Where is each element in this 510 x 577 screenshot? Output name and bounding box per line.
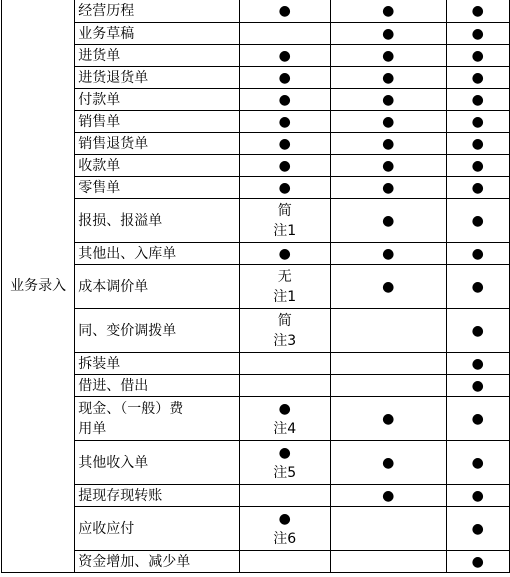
table-row [2,67,510,89]
function-name-cell [75,551,239,573]
edition-2-cell [330,507,446,551]
edition-3-cell: ● [446,375,509,397]
edition-1-cell: ● [239,45,330,67]
function-name-cell [75,507,239,551]
function-name-cell [75,111,239,133]
table-row [2,0,510,23]
function-name: 进货单 [78,47,121,64]
edition-2-cell: ● [330,23,446,45]
edition-1-cell [239,551,330,573]
function-name: 其他出、入库单 [78,245,177,262]
edition-1-cell [239,507,330,551]
edition-2-cell: ● [330,111,446,133]
table-row [2,199,510,243]
edition-3-cell: ● [446,485,509,507]
edition-1-note: 注3 [273,332,297,349]
edition-2-cell [330,353,446,375]
edition-1-cell: ● [239,133,330,155]
category-cell: 业务录入 [2,0,75,573]
edition-3-cell: ● [446,133,509,155]
edition-2-cell: ● [330,177,446,199]
permissions-table [1,0,510,573]
edition-3-cell: ● [446,441,509,485]
edition-3-cell: ● [446,23,509,45]
function-name: 收款单 [78,157,121,174]
table-row [2,177,510,199]
function-name-cell [75,243,239,265]
function-name-line2: 用单 [78,420,107,437]
function-name: 报损、报溢单 [78,212,163,229]
edition-1-cell: ● [239,89,330,111]
table-row [2,89,510,111]
edition-1-cell: ● [239,177,330,199]
function-name: 提现存现转账 [78,487,163,504]
edition-2-cell [330,375,446,397]
table-row [2,375,510,397]
edition-1-cell [239,375,330,397]
edition-3-cell: ● [446,265,509,309]
function-name: 拆装单 [78,355,121,372]
table-row [2,441,510,485]
table-row [2,551,510,573]
function-name-cell [75,375,239,397]
edition-1-note: 注6 [273,530,297,547]
edition-1-mark: ● [278,400,291,417]
table-row [2,45,510,67]
edition-1-cell: ● [239,111,330,133]
function-name: 零售单 [78,179,121,196]
edition-1-cell [239,485,330,507]
edition-1-cell [239,353,330,375]
edition-2-cell: ● [330,265,446,309]
edition-1-note: 注1 [273,288,297,305]
function-name-cell [75,441,239,485]
function-name-cell [75,177,239,199]
edition-3-cell: ● [446,111,509,133]
edition-1-cell [239,265,330,309]
edition-1-cell [239,199,330,243]
function-name: 现金、（一般）费 [78,400,184,417]
edition-1-cell [239,23,330,45]
edition-1-note: 注1 [273,222,297,239]
table-row [2,507,510,551]
edition-1-mark: 简 [277,202,292,219]
function-name: 销售退货单 [78,135,149,152]
edition-2-cell: ● [330,67,446,89]
edition-2-cell: ● [330,397,446,441]
function-name: 同、变价调拨单 [78,322,177,339]
function-name-cell [75,353,239,375]
function-name: 其他收入单 [78,454,149,471]
edition-3-cell: ● [446,507,509,551]
edition-3-cell: ● [446,243,509,265]
edition-3-cell: ● [446,353,509,375]
edition-2-cell: ● [330,89,446,111]
edition-3-cell: ● [446,67,509,89]
function-name-cell [75,397,239,441]
function-name-cell [75,133,239,155]
function-name: 借进、借出 [78,377,149,394]
function-name-cell [75,199,239,243]
table-row [2,133,510,155]
function-name-cell [75,89,239,111]
table-row [2,243,510,265]
function-name: 业务草稿 [78,25,135,42]
edition-3-cell: ● [446,89,509,111]
edition-2-cell [330,309,446,353]
edition-2-cell: ● [330,441,446,485]
edition-1-mark: ● [278,510,291,527]
table-row [2,155,510,177]
function-name: 经营历程 [78,2,135,19]
table-row [2,353,510,375]
function-name-cell [75,485,239,507]
function-name-cell [75,309,239,353]
edition-2-cell: ● [330,199,446,243]
edition-3-cell: ● [446,0,509,23]
edition-1-cell [239,397,330,441]
edition-1-cell: ● [239,155,330,177]
edition-2-cell: ● [330,155,446,177]
function-name-cell [75,67,239,89]
edition-1-mark: 无 [277,268,292,285]
edition-3-cell: ● [446,199,509,243]
edition-2-cell: ● [330,243,446,265]
edition-1-mark: 简 [277,312,292,329]
edition-3-cell: ● [446,155,509,177]
function-name-cell [75,0,239,23]
function-name-cell [75,155,239,177]
edition-3-cell: ● [446,397,509,441]
function-name-cell [75,23,239,45]
edition-2-cell: ● [330,485,446,507]
edition-1-cell: ● [239,67,330,89]
edition-1-note: 注5 [273,464,297,481]
edition-3-cell: ● [446,45,509,67]
table-row [2,111,510,133]
table-row [2,23,510,45]
table-row [2,309,510,353]
edition-1-cell: ● [239,0,330,23]
edition-1-mark: ● [278,444,291,461]
edition-1-cell: ● [239,243,330,265]
edition-3-cell: ● [446,309,509,353]
function-name: 应收应付 [78,520,135,537]
edition-2-cell: ● [330,0,446,23]
function-name: 进货退货单 [78,69,149,86]
edition-3-cell: ● [446,551,509,573]
edition-1-cell [239,309,330,353]
function-name: 销售单 [78,113,121,130]
table-row [2,485,510,507]
edition-2-cell: ● [330,133,446,155]
table-row [2,265,510,309]
edition-2-cell [330,551,446,573]
edition-1-note: 注4 [273,420,297,437]
edition-1-cell [239,441,330,485]
function-name-cell [75,265,239,309]
table-row [2,397,510,441]
edition-2-cell: ● [330,45,446,67]
function-name-cell [75,45,239,67]
function-name: 资金增加、减少单 [78,553,191,570]
function-name: 成本调价单 [78,278,149,295]
function-name: 付款单 [78,91,121,108]
edition-3-cell: ● [446,177,509,199]
